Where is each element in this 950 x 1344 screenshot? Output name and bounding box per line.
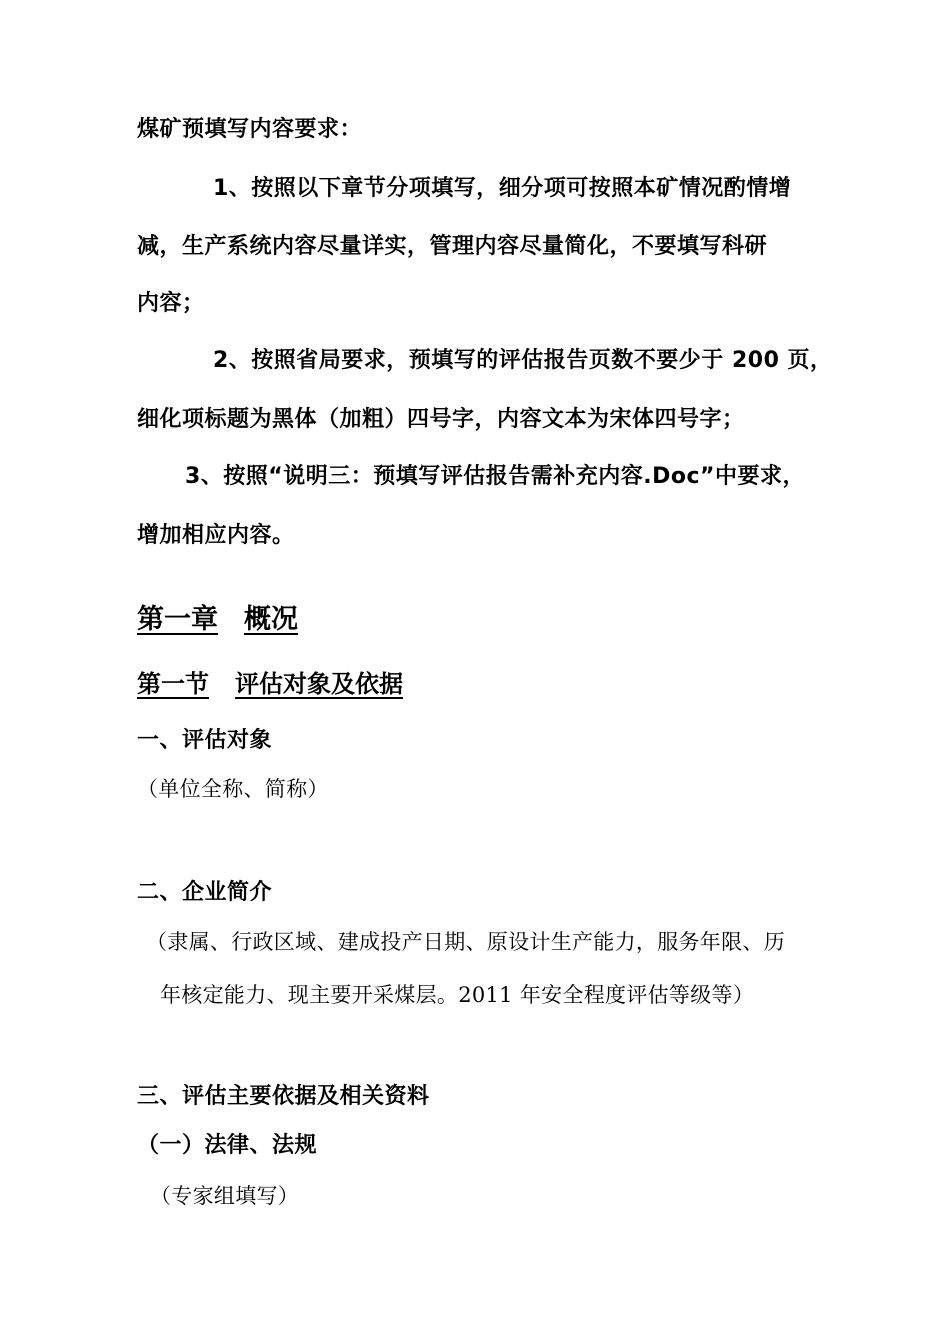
chapter-number: 第一章 bbox=[137, 604, 218, 635]
section-number: 第一节 bbox=[137, 670, 209, 698]
subsection-2-note-line-1: （隶属、行政区域、建成投产日期、原设计生产能力，服务年限、历 bbox=[146, 930, 785, 954]
chapter-name: 概况 bbox=[244, 604, 298, 635]
requirement-2-line-2: 细化项标题为黑体（加粗）四号字，内容文本为宋体四号字； bbox=[137, 407, 745, 432]
requirement-1-line-3: 内容； bbox=[137, 291, 205, 316]
requirement-3-line-1: 3、按照“说明三：预填写评估报告需补充内容.Doc”中要求， bbox=[185, 464, 806, 489]
requirement-2-line-1: 2、按照省局要求，预填写的评估报告页数不要少于 200 页， bbox=[213, 348, 833, 373]
subsection-3-heading: 三、评估主要依据及相关资料 bbox=[137, 1084, 430, 1109]
chapter-title bbox=[137, 606, 298, 633]
requirement-1-line-1: 1、按照以下章节分项填写，细分项可按照本矿情况酌情增 bbox=[213, 176, 792, 201]
section-name: 评估对象及依据 bbox=[235, 670, 403, 698]
requirement-3-line-2: 增加相应内容。 bbox=[137, 523, 295, 548]
subsection-2-heading: 二、企业简介 bbox=[137, 880, 273, 905]
laws-regulations-note: （专家组填写） bbox=[150, 1184, 300, 1208]
requirement-1-line-2: 减，生产系统内容尽量详实，管理内容尽量简化，不要填写科研 bbox=[137, 234, 768, 259]
subsection-1-heading: 一、评估对象 bbox=[137, 728, 273, 753]
laws-regulations-heading: （一）法律、法规 bbox=[137, 1133, 318, 1158]
section-title bbox=[137, 672, 403, 696]
requirements-heading: 煤矿预填写内容要求： bbox=[137, 117, 363, 142]
subsection-2-note-line-2: 年核定能力、现主要开采煤层。2011 年安全程度评估等级等） bbox=[160, 983, 755, 1007]
subsection-1-note: （单位全称、简称） bbox=[137, 777, 329, 801]
